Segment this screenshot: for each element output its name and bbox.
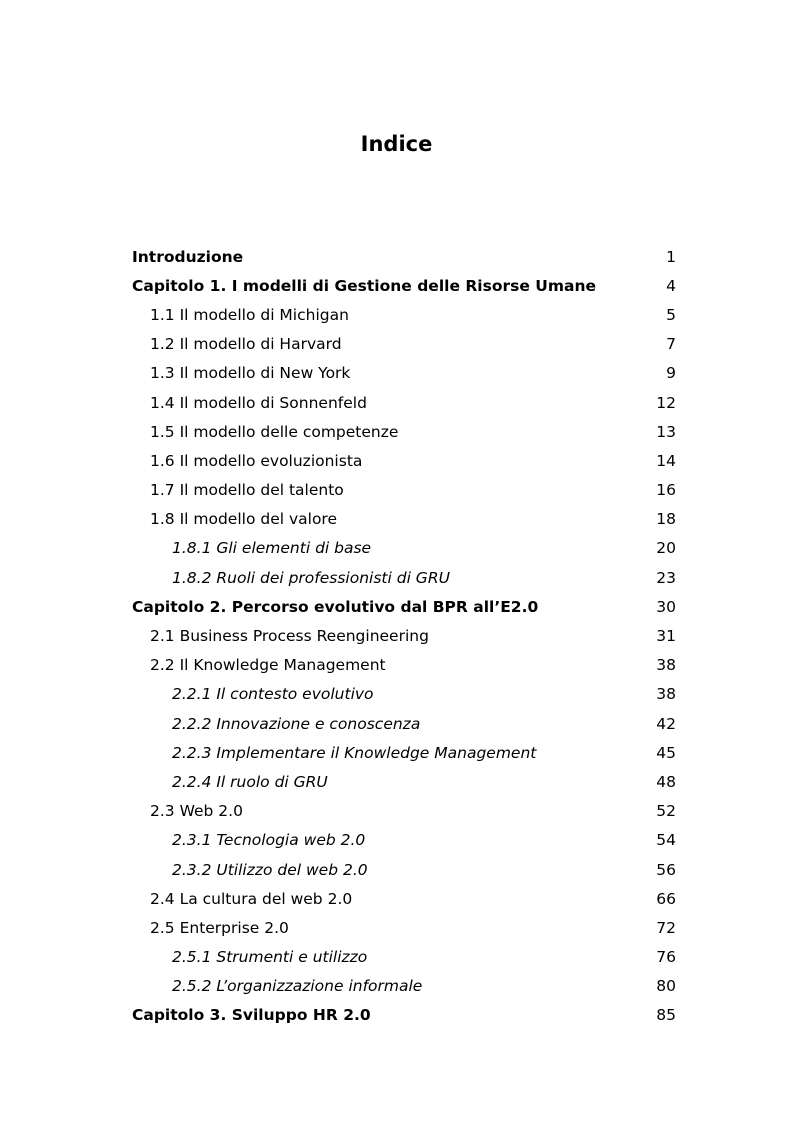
toc-entry-page-number: 4 bbox=[666, 276, 676, 295]
table-of-contents bbox=[132, 242, 676, 1030]
toc-entry-page-number: 9 bbox=[666, 364, 676, 383]
toc-section-entry bbox=[132, 621, 676, 650]
toc-subsection-entry bbox=[132, 738, 676, 767]
toc-chapter-entry bbox=[132, 1001, 676, 1030]
toc-entry-label: 2.5.1 Strumenti e utilizzo bbox=[172, 948, 368, 967]
toc-subsection-entry bbox=[132, 563, 676, 592]
toc-section-entry bbox=[132, 884, 676, 913]
toc-entry-label: Capitolo 2. Percorso evolutivo dal BPR all’E2.0 bbox=[132, 597, 539, 616]
toc-entry-label: 2.3.1 Tecnologia web 2.0 bbox=[172, 831, 366, 850]
toc-entry-label: 2.2.4 Il ruolo di GRU bbox=[172, 772, 328, 791]
toc-subsection-entry bbox=[132, 680, 676, 709]
toc-section-entry bbox=[132, 505, 676, 534]
toc-entry-page-number: 20 bbox=[656, 539, 676, 558]
toc-entry-page-number: 13 bbox=[656, 422, 676, 441]
toc-entry-label: 2.2.1 Il contesto evolutivo bbox=[172, 685, 374, 704]
toc-entry-label: 1.5 Il modello delle competenze bbox=[150, 422, 399, 441]
toc-entry-label: 1.6 Il modello evoluzionista bbox=[150, 451, 363, 470]
toc-entry-page-number: 14 bbox=[656, 451, 676, 470]
toc-entry-page-number: 76 bbox=[656, 948, 676, 967]
toc-entry-label: 1.3 Il modello di New York bbox=[150, 364, 351, 383]
toc-section-entry bbox=[132, 476, 676, 505]
toc-entry-page-number: 85 bbox=[656, 1006, 676, 1025]
toc-entry-label: 1.4 Il modello di Sonnenfeld bbox=[150, 393, 367, 412]
toc-entry-label: 1.8 Il modello del valore bbox=[150, 510, 337, 529]
toc-entry-label: Introduzione bbox=[132, 247, 244, 266]
toc-entry-page-number: 7 bbox=[666, 335, 676, 354]
toc-subsection-entry bbox=[132, 826, 676, 855]
toc-entry-label: 2.4 La cultura del web 2.0 bbox=[150, 889, 353, 908]
toc-subsection-entry bbox=[132, 855, 676, 884]
toc-entry-label: 2.2.3 Implementare il Knowledge Management bbox=[172, 743, 537, 762]
toc-entry-page-number: 18 bbox=[656, 510, 676, 529]
toc-entry-label: 2.3.2 Utilizzo del web 2.0 bbox=[172, 860, 368, 879]
toc-chapter-entry bbox=[132, 592, 676, 621]
toc-entry-page-number: 31 bbox=[656, 627, 676, 646]
toc-entry-label: Capitolo 3. Sviluppo HR 2.0 bbox=[132, 1006, 371, 1025]
toc-entry-page-number: 12 bbox=[656, 393, 676, 412]
toc-section-entry bbox=[132, 797, 676, 826]
toc-entry-page-number: 38 bbox=[656, 685, 676, 704]
toc-section-entry bbox=[132, 300, 676, 329]
toc-section-entry bbox=[132, 359, 676, 388]
toc-entry-page-number: 42 bbox=[656, 714, 676, 733]
toc-section-entry bbox=[132, 446, 676, 475]
toc-entry-label: 1.8.2 Ruoli dei professionisti di GRU bbox=[172, 568, 450, 587]
toc-entry-label: 1.7 Il modello del talento bbox=[150, 481, 344, 500]
toc-entry-label: 1.8.1 Gli elementi di base bbox=[172, 539, 372, 558]
toc-subsection-entry bbox=[132, 943, 676, 972]
toc-entry-page-number: 52 bbox=[656, 802, 676, 821]
toc-section-entry bbox=[132, 330, 676, 359]
toc-section-entry bbox=[132, 417, 676, 446]
toc-entry-page-number: 1 bbox=[666, 247, 676, 266]
toc-entry-page-number: 80 bbox=[656, 977, 676, 996]
toc-entry-label: 2.2 Il Knowledge Management bbox=[150, 656, 386, 675]
toc-entry-page-number: 16 bbox=[656, 481, 676, 500]
toc-entry-label: 1.1 Il modello di Michigan bbox=[150, 305, 349, 324]
toc-section-entry bbox=[132, 651, 676, 680]
toc-entry-page-number: 56 bbox=[656, 860, 676, 879]
toc-entry-label: Capitolo 1. I modelli di Gestione delle Risorse Umane bbox=[132, 276, 597, 295]
toc-entry-label: 1.2 Il modello di Harvard bbox=[150, 335, 342, 354]
toc-subsection-entry bbox=[132, 709, 676, 738]
toc-section-entry bbox=[132, 913, 676, 942]
toc-section-entry bbox=[132, 388, 676, 417]
toc-entry-page-number: 30 bbox=[656, 597, 676, 616]
toc-entry-label: 2.5 Enterprise 2.0 bbox=[150, 918, 289, 937]
toc-entry-page-number: 45 bbox=[656, 743, 676, 762]
toc-entry-page-number: 23 bbox=[656, 568, 676, 587]
toc-entry-label: 2.3 Web 2.0 bbox=[150, 802, 243, 821]
toc-subsection-entry bbox=[132, 534, 676, 563]
page-title: Indice bbox=[360, 132, 433, 156]
toc-entry-page-number: 54 bbox=[656, 831, 676, 850]
toc-entry-page-number: 38 bbox=[656, 656, 676, 675]
toc-entry-page-number: 5 bbox=[666, 305, 676, 324]
toc-chapter-entry bbox=[132, 271, 676, 300]
toc-entry-label: 2.5.2 L’organizzazione informale bbox=[172, 977, 423, 996]
toc-entry-label: 2.2.2 Innovazione e conoscenza bbox=[172, 714, 421, 733]
toc-entry-page-number: 48 bbox=[656, 772, 676, 791]
toc-subsection-entry bbox=[132, 767, 676, 796]
toc-subsection-entry bbox=[132, 972, 676, 1001]
toc-entry-page-number: 72 bbox=[656, 918, 676, 937]
toc-entry-page-number: 66 bbox=[656, 889, 676, 908]
toc-chapter-entry bbox=[132, 242, 676, 271]
toc-entry-label: 2.1 Business Process Reengineering bbox=[150, 627, 429, 646]
